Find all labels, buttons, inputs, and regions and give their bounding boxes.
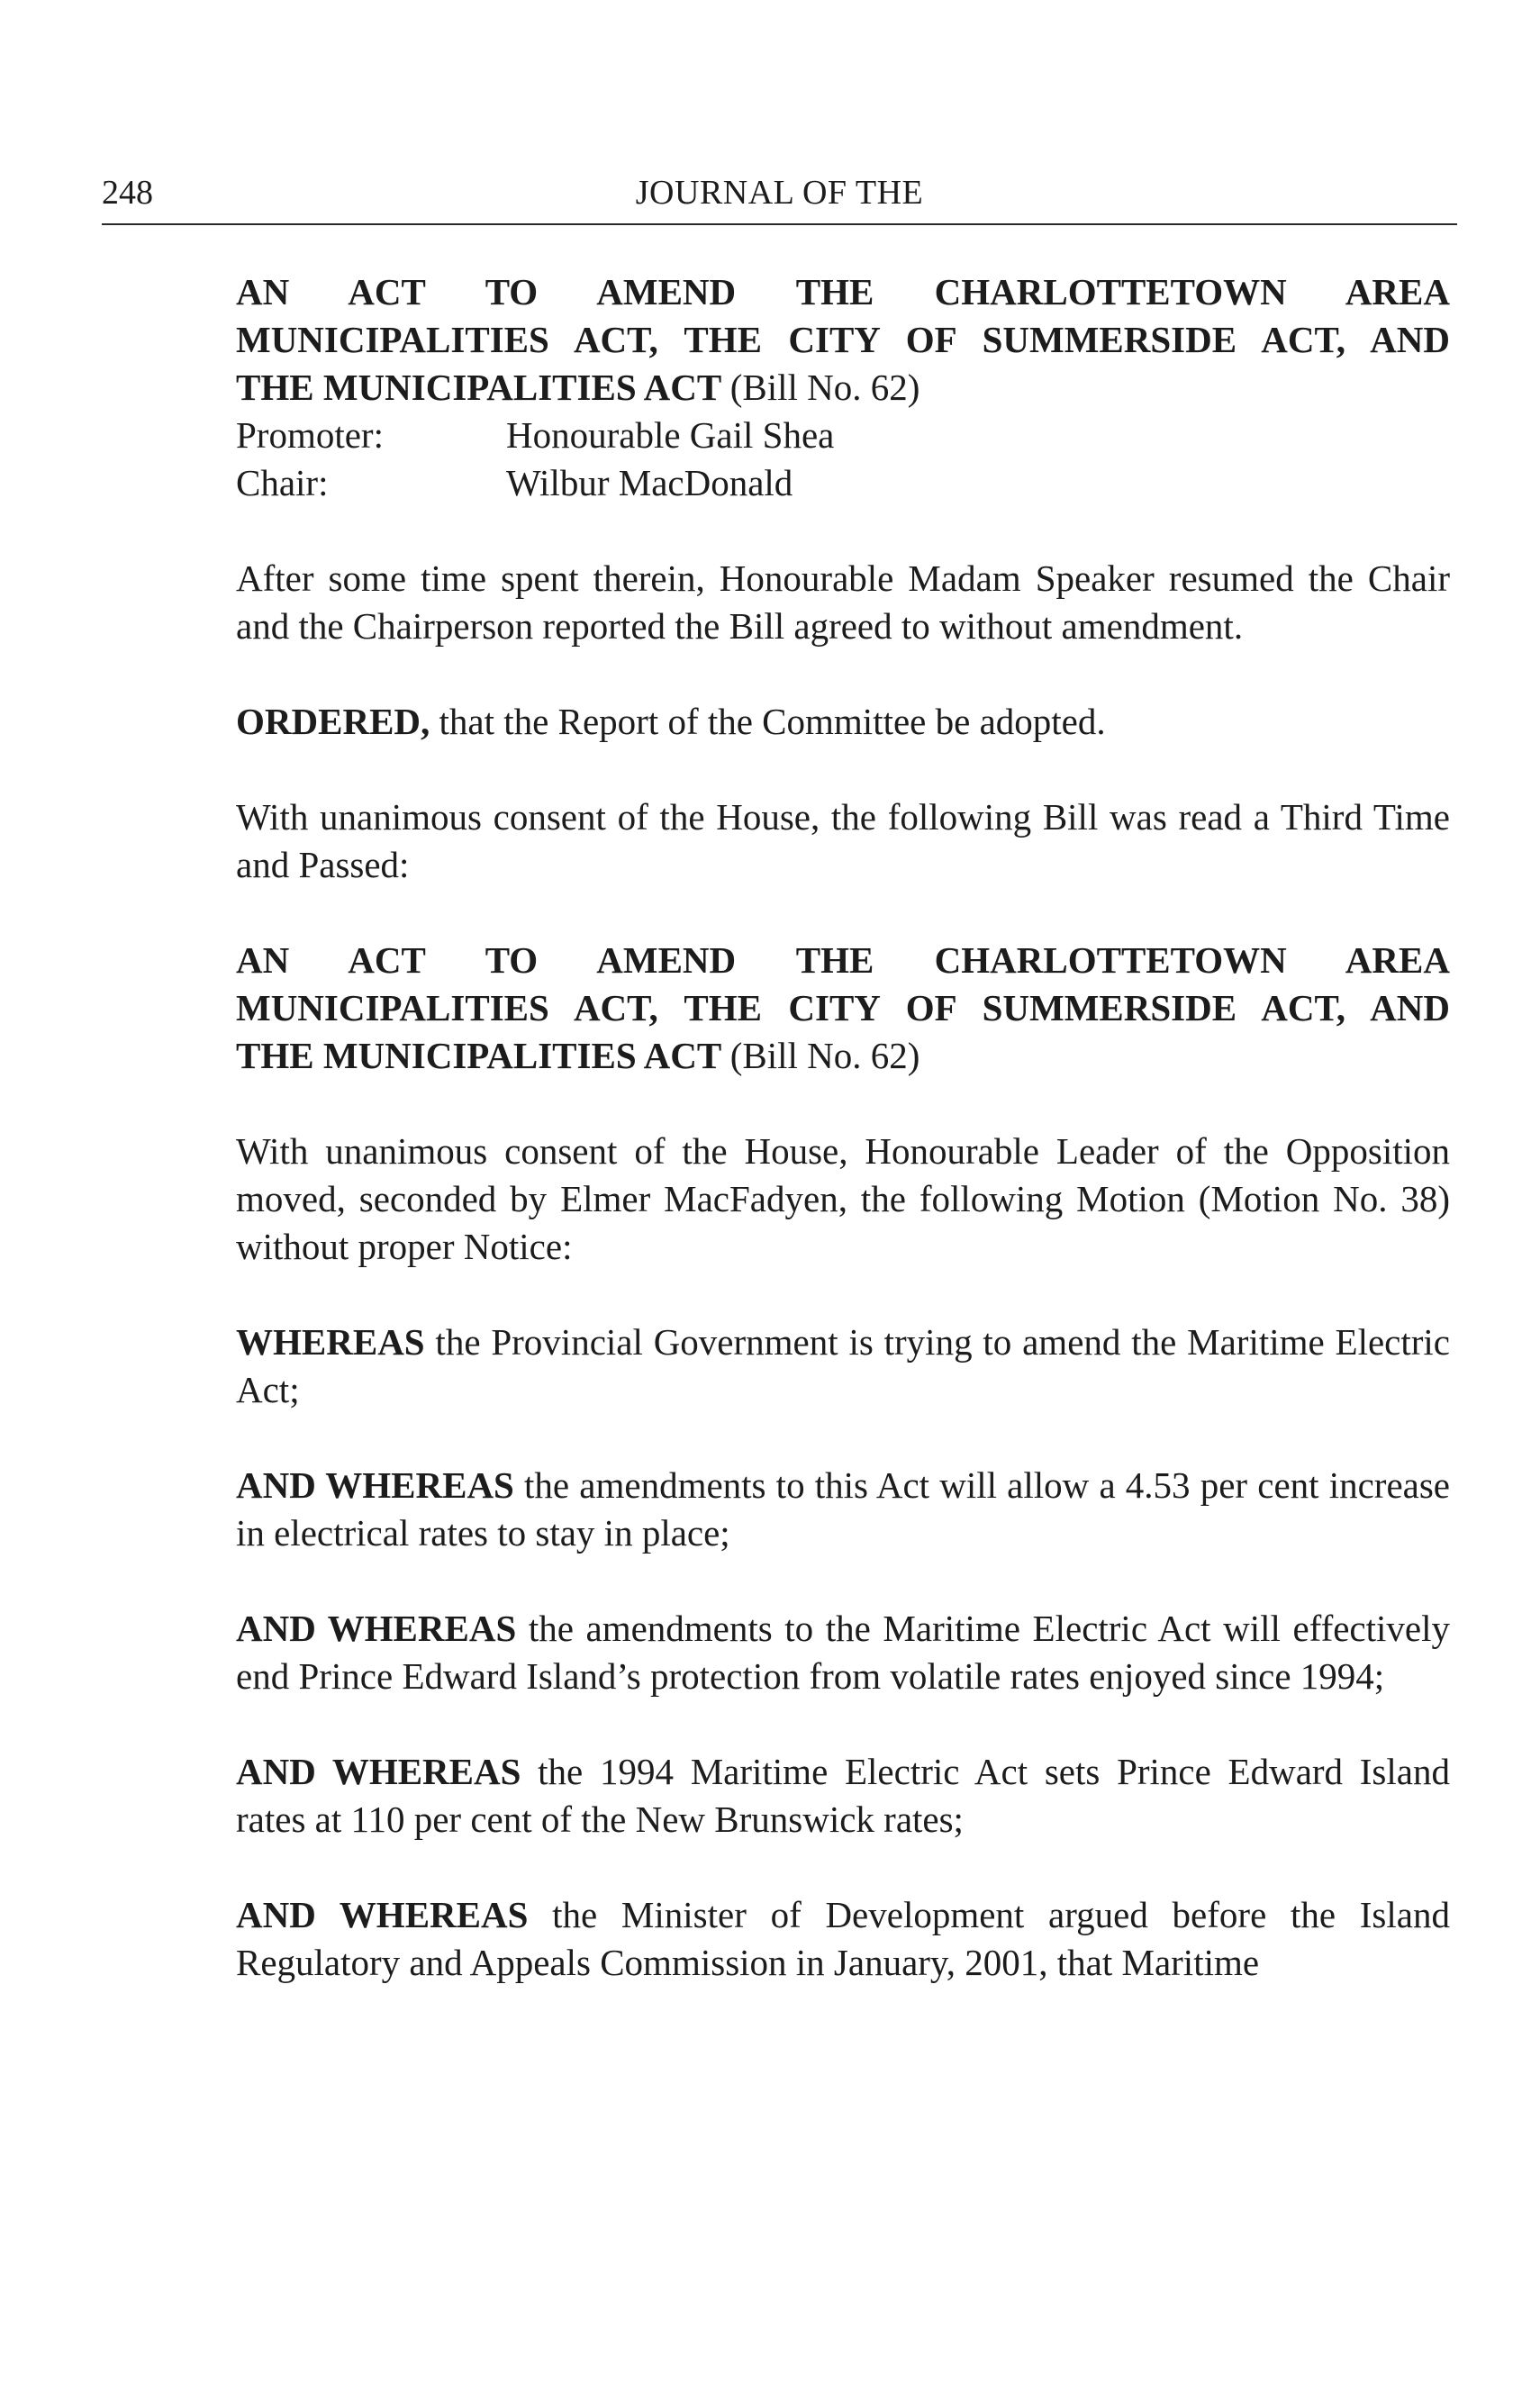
whereas-clause [236, 1748, 1450, 1844]
bill-title-text: THE MUNICIPALITIES ACT [236, 1035, 721, 1076]
bill-title-line: AN ACT TO AMEND THE CHARLOTTETOWN AREA [236, 271, 1450, 313]
whereas-lead: AND WHEREAS [236, 1751, 521, 1792]
whereas-text: the Provincial Government is trying to amend the Maritime Electric Act; [236, 1321, 1450, 1410]
bill-title-line: MUNICIPALITIES ACT, THE CITY OF SUMMERSIDE ACT, AND [236, 319, 1450, 360]
whereas-text: the amendments to the Maritime Electric Act will effectively end Prince Edward Island’s protection from volatile rates enjoyed since 1994; [236, 1608, 1450, 1697]
promoter-label: Promoter: [236, 414, 384, 456]
chair-row [236, 459, 1450, 507]
bill-number: (Bill No. 62) [729, 367, 920, 408]
bill-number: (Bill No. 62) [729, 1035, 920, 1076]
whereas-text: the amendments to this Act will allow a 4.53 per cent increase in electrical rates to stay in place; [236, 1464, 1450, 1554]
whereas-clause [236, 1462, 1450, 1557]
chair-value: Wilbur MacDonald [506, 462, 793, 503]
bill-title-line: AN ACT TO AMEND THE CHARLOTTETOWN AREA [236, 939, 1450, 981]
whereas-lead: AND WHEREAS [236, 1464, 514, 1506]
page-number: 248 [102, 174, 153, 212]
third-reading-paragraph: With unanimous consent of the House, the following Bill was read a Third Time and Passed: [236, 796, 1450, 885]
whereas-text: the 1994 Maritime Electric Act sets Prince Edward Island rates at 110 per cent of the New Brunswick rates; [236, 1751, 1450, 1840]
ordered-text: that the Report of the Committee be adopted. [430, 701, 1106, 742]
whereas-clause [236, 1605, 1450, 1700]
page-header [102, 169, 1457, 225]
whereas-text: the Minister of Development argued before the Island Regulatory and Appeals Commission in January, 2001, that Maritime [236, 1894, 1450, 1983]
bill-title-committee [236, 268, 1450, 412]
whereas-clause [236, 1318, 1450, 1414]
whereas-clause [236, 1891, 1450, 1987]
whereas-lead: AND WHEREAS [236, 1894, 529, 1935]
bill-title-line: MUNICIPALITIES ACT, THE CITY OF SUMMERSIDE ACT, AND [236, 987, 1450, 1028]
committee-report-paragraph: After some time spent therein, Honourable Madam Speaker resumed the Chair and the Chairperson reported the Bill agreed to without amendment. [236, 557, 1450, 647]
chair-label: Chair: [236, 462, 329, 503]
bill-title-line-last [236, 364, 1450, 412]
whereas-lead: WHEREAS [236, 1321, 425, 1363]
bill-title-line-last [236, 1032, 1450, 1080]
ordered-lead: ORDERED, [236, 701, 430, 742]
promoter-value: Honourable Gail Shea [506, 414, 835, 456]
bill-title-passed [236, 937, 1450, 1080]
whereas-lead: AND WHEREAS [236, 1608, 517, 1649]
bill-title-text: THE MUNICIPALITIES ACT [236, 367, 721, 408]
running-head: JOURNAL OF THE [635, 174, 924, 212]
page-body [236, 268, 1450, 2034]
motion-intro-paragraph: With unanimous consent of the House, Honourable Leader of the Opposition moved, seconded by Elmer MacFadyen, the following Motion (Motion No. 38) without proper Notice: [236, 1130, 1450, 1267]
promoter-row [236, 412, 1450, 459]
ordered-paragraph [236, 698, 1450, 746]
